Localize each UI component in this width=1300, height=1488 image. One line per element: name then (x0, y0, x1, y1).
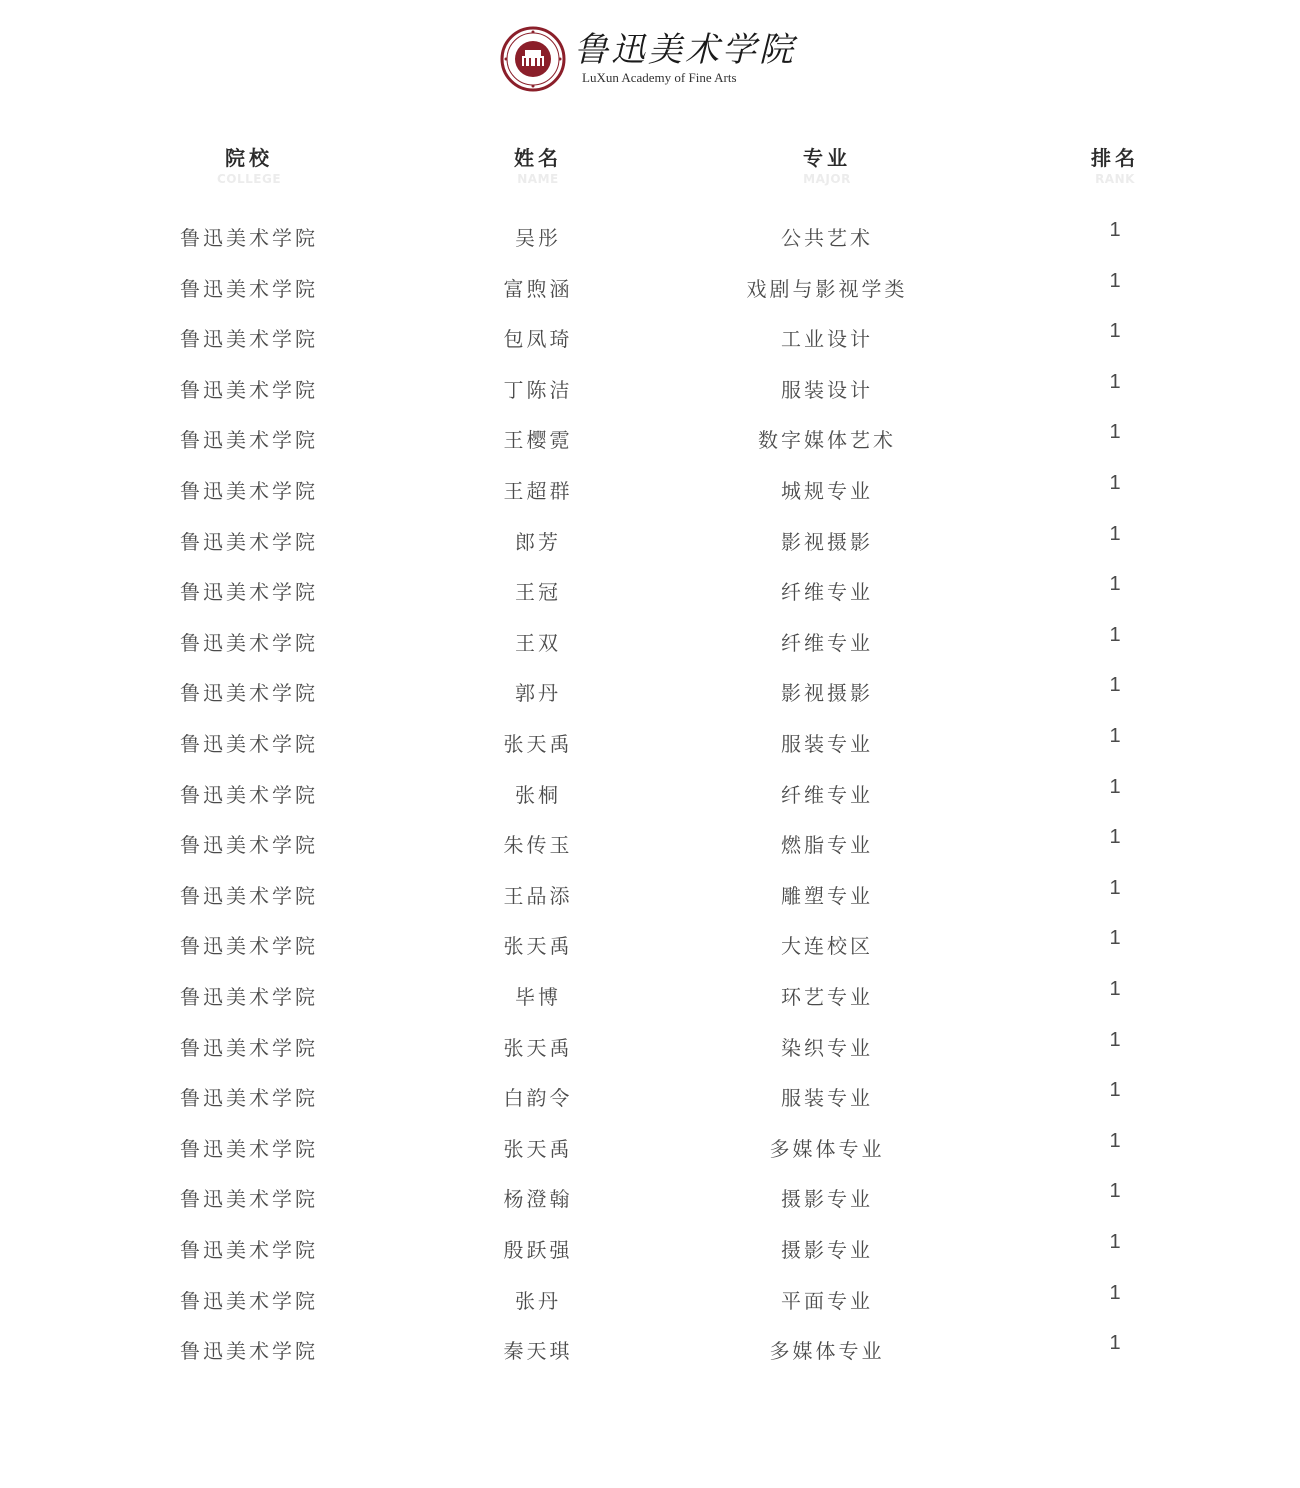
cell-college: 鲁迅美术学院 (180, 1289, 318, 1313)
header-major: 专业 (803, 146, 851, 170)
header-college: 院校 (225, 146, 273, 170)
cell-college: 鲁迅美术学院 (180, 1086, 318, 1110)
cell-major: 摄影专业 (781, 1238, 873, 1262)
cell-college: 鲁迅美术学院 (180, 833, 318, 857)
table-row (0, 1130, 1300, 1183)
cell-major: 染织专业 (781, 1036, 873, 1060)
brand-logo (500, 26, 810, 96)
cell-rank: 1 (1109, 826, 1121, 848)
table-row (0, 776, 1300, 829)
header-name-en: NAME (517, 172, 559, 186)
cell-name: 张丹 (515, 1289, 561, 1313)
cell-major: 影视摄影 (781, 530, 873, 554)
cell-college: 鲁迅美术学院 (180, 428, 318, 452)
cell-major: 雕塑专业 (781, 884, 873, 908)
cell-major: 服装专业 (781, 732, 873, 756)
cell-rank: 1 (1109, 674, 1121, 696)
cell-rank: 1 (1109, 1231, 1121, 1253)
cell-major: 服装设计 (781, 378, 873, 402)
cell-college: 鲁迅美术学院 (180, 1137, 318, 1161)
cell-college: 鲁迅美术学院 (180, 1187, 318, 1211)
header-name: 姓名 (514, 146, 562, 170)
cell-name: 杨澄翰 (503, 1187, 573, 1211)
cell-rank: 1 (1109, 877, 1121, 899)
table-row (0, 573, 1300, 626)
cell-rank: 1 (1109, 421, 1121, 443)
cell-college: 鲁迅美术学院 (180, 732, 318, 756)
cell-name: 王双 (515, 631, 561, 655)
cell-rank: 1 (1109, 1332, 1121, 1354)
header-college-en: COLLEGE (216, 172, 282, 186)
cell-name: 郭丹 (515, 681, 561, 705)
cell-name: 王冠 (515, 580, 561, 604)
cell-rank: 1 (1109, 776, 1121, 798)
table-row (0, 978, 1300, 1031)
table-row (0, 1029, 1300, 1082)
cell-major: 环艺专业 (781, 985, 873, 1009)
cell-name: 秦天琪 (503, 1339, 573, 1363)
cell-college: 鲁迅美术学院 (180, 580, 318, 604)
cell-major: 影视摄影 (781, 681, 873, 705)
cell-name: 张天禹 (503, 1137, 573, 1161)
cell-rank: 1 (1109, 927, 1121, 949)
cell-name: 丁陈洁 (503, 378, 573, 402)
cell-name: 王品添 (503, 884, 573, 908)
table-row (0, 421, 1300, 474)
cell-major: 大连校区 (781, 934, 873, 958)
cell-rank: 1 (1109, 573, 1121, 595)
cell-name: 张天禹 (503, 1036, 573, 1060)
cell-college: 鲁迅美术学院 (180, 479, 318, 503)
cell-rank: 1 (1109, 320, 1121, 342)
cell-major: 纤维专业 (781, 783, 873, 807)
cell-rank: 1 (1109, 1079, 1121, 1101)
cell-college: 鲁迅美术学院 (180, 277, 318, 301)
cell-rank: 1 (1109, 1180, 1121, 1202)
brand-name-cn: 鲁迅美术学院 (574, 30, 796, 70)
table-row (0, 1180, 1300, 1233)
cell-rank: 1 (1109, 1029, 1121, 1051)
cell-name: 朱传玉 (503, 833, 573, 857)
cell-rank: 1 (1109, 270, 1121, 292)
cell-name: 张天禹 (503, 732, 573, 756)
header-major-en: MAJOR (803, 172, 851, 186)
cell-major: 多媒体专业 (769, 1339, 885, 1363)
cell-major: 数字媒体艺术 (758, 428, 896, 452)
cell-rank: 1 (1109, 725, 1121, 747)
table-row (0, 219, 1300, 272)
cell-major: 服装专业 (781, 1086, 873, 1110)
cell-name: 富煦涵 (503, 277, 573, 301)
header-rank-en: RANK (1095, 172, 1135, 186)
cell-major: 摄影专业 (781, 1187, 873, 1211)
cell-name: 包凤琦 (503, 327, 573, 351)
cell-name: 郎芳 (515, 530, 561, 554)
cell-name: 王樱霓 (503, 428, 573, 452)
cell-major: 城规专业 (781, 479, 873, 503)
header-rank: 排名 (1091, 146, 1139, 170)
cell-rank: 1 (1109, 472, 1121, 494)
table-row (0, 1332, 1300, 1385)
table-row (0, 523, 1300, 576)
cell-major: 纤维专业 (781, 631, 873, 655)
table-row (0, 674, 1300, 727)
cell-college: 鲁迅美术学院 (180, 631, 318, 655)
cell-name: 张天禹 (503, 934, 573, 958)
cell-college: 鲁迅美术学院 (180, 934, 318, 958)
table-row (0, 320, 1300, 373)
cell-name: 毕博 (515, 985, 561, 1009)
cell-name: 王超群 (503, 479, 573, 503)
brand-name-en: LuXun Academy of Fine Arts (582, 70, 737, 85)
cell-rank: 1 (1109, 371, 1121, 393)
table-row (0, 826, 1300, 879)
table-row (0, 725, 1300, 778)
table-row (0, 927, 1300, 980)
cell-major: 多媒体专业 (769, 1137, 885, 1161)
cell-major: 纤维专业 (781, 580, 873, 604)
cell-college: 鲁迅美术学院 (180, 327, 318, 351)
table-row (0, 472, 1300, 525)
cell-college: 鲁迅美术学院 (180, 530, 318, 554)
cell-college: 鲁迅美术学院 (180, 1339, 318, 1363)
academy-seal-icon (500, 26, 566, 92)
table-row (0, 1231, 1300, 1284)
cell-college: 鲁迅美术学院 (180, 681, 318, 705)
cell-college: 鲁迅美术学院 (180, 884, 318, 908)
cell-rank: 1 (1109, 978, 1121, 1000)
table-row (0, 1079, 1300, 1132)
cell-rank: 1 (1109, 1282, 1121, 1304)
table-row (0, 624, 1300, 677)
cell-college: 鲁迅美术学院 (180, 1238, 318, 1262)
cell-major: 公共艺术 (781, 226, 873, 250)
cell-major: 燃脂专业 (781, 833, 873, 857)
cell-name: 殷跃强 (503, 1238, 573, 1262)
cell-rank: 1 (1109, 1130, 1121, 1152)
cell-college: 鲁迅美术学院 (180, 783, 318, 807)
cell-major: 工业设计 (781, 327, 873, 351)
table-row (0, 1282, 1300, 1335)
cell-rank: 1 (1109, 624, 1121, 646)
cell-name: 张桐 (515, 783, 561, 807)
cell-college: 鲁迅美术学院 (180, 985, 318, 1009)
table-row (0, 371, 1300, 424)
table-row (0, 270, 1300, 323)
table-row (0, 877, 1300, 930)
cell-college: 鲁迅美术学院 (180, 226, 318, 250)
cell-major: 戏剧与影视学类 (746, 277, 908, 301)
cell-major: 平面专业 (781, 1289, 873, 1313)
cell-college: 鲁迅美术学院 (180, 378, 318, 402)
cell-name: 吴彤 (515, 226, 561, 250)
cell-name: 白韵令 (503, 1086, 573, 1110)
cell-rank: 1 (1109, 219, 1121, 241)
cell-college: 鲁迅美术学院 (180, 1036, 318, 1060)
cell-rank: 1 (1109, 523, 1121, 545)
